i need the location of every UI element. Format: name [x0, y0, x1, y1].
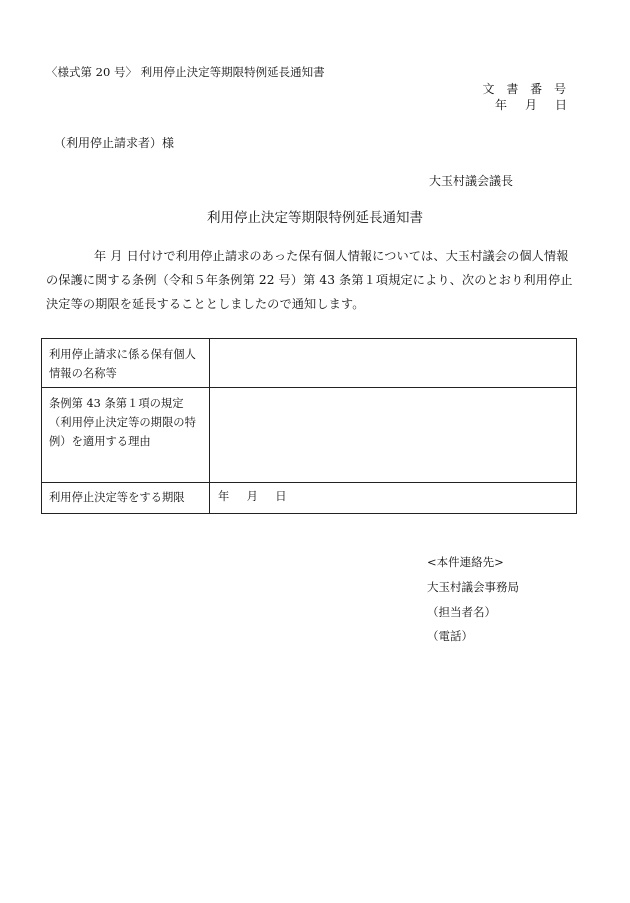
table-row — [42, 339, 577, 388]
table-row — [42, 483, 577, 514]
row-label-information-name: 利用停止請求に係る保有個人情報の名称等 — [42, 339, 210, 388]
form-identifier: 〈様式第 20 号〉 利用停止決定等期限特例延長通知書 — [46, 65, 325, 79]
detail-table — [41, 338, 577, 514]
row-value-deadline: 年 月 日 — [210, 483, 577, 514]
row-value-information-name — [210, 339, 577, 388]
notice-body: 年 月 日付けで利用停止請求のあった保有個人情報については、大玉村議会の個人情報の保護に関する条例（令和５年条例第 22 号）第 43 条第１項規定により、次のとおり利用停止決定等の期限を延長することとしましたので通知します。 — [46, 249, 573, 311]
document-date-label: 年 月 日 — [494, 98, 570, 112]
table-row — [42, 388, 577, 483]
addressee: （利用停止請求者）様 — [54, 136, 175, 150]
document-number-label: 文 書 番 号 — [482, 82, 570, 96]
row-label-reason: 条例第 43 条第１項の規定（利用停止決定等の期限の特例）を適用する理由 — [42, 388, 210, 483]
contact-person: （担当者名） — [427, 605, 496, 619]
row-label-deadline: 利用停止決定等をする期限 — [42, 483, 210, 514]
row-value-reason — [210, 388, 577, 483]
contact-heading: <本件連絡先> — [427, 555, 504, 569]
page-title: 利用停止決定等期限特例延長通知書 — [207, 210, 423, 226]
contact-phone: （電話） — [427, 629, 473, 643]
contact-office: 大玉村議会事務局 — [427, 580, 519, 594]
issuer: 大玉村議会議長 — [428, 174, 513, 188]
